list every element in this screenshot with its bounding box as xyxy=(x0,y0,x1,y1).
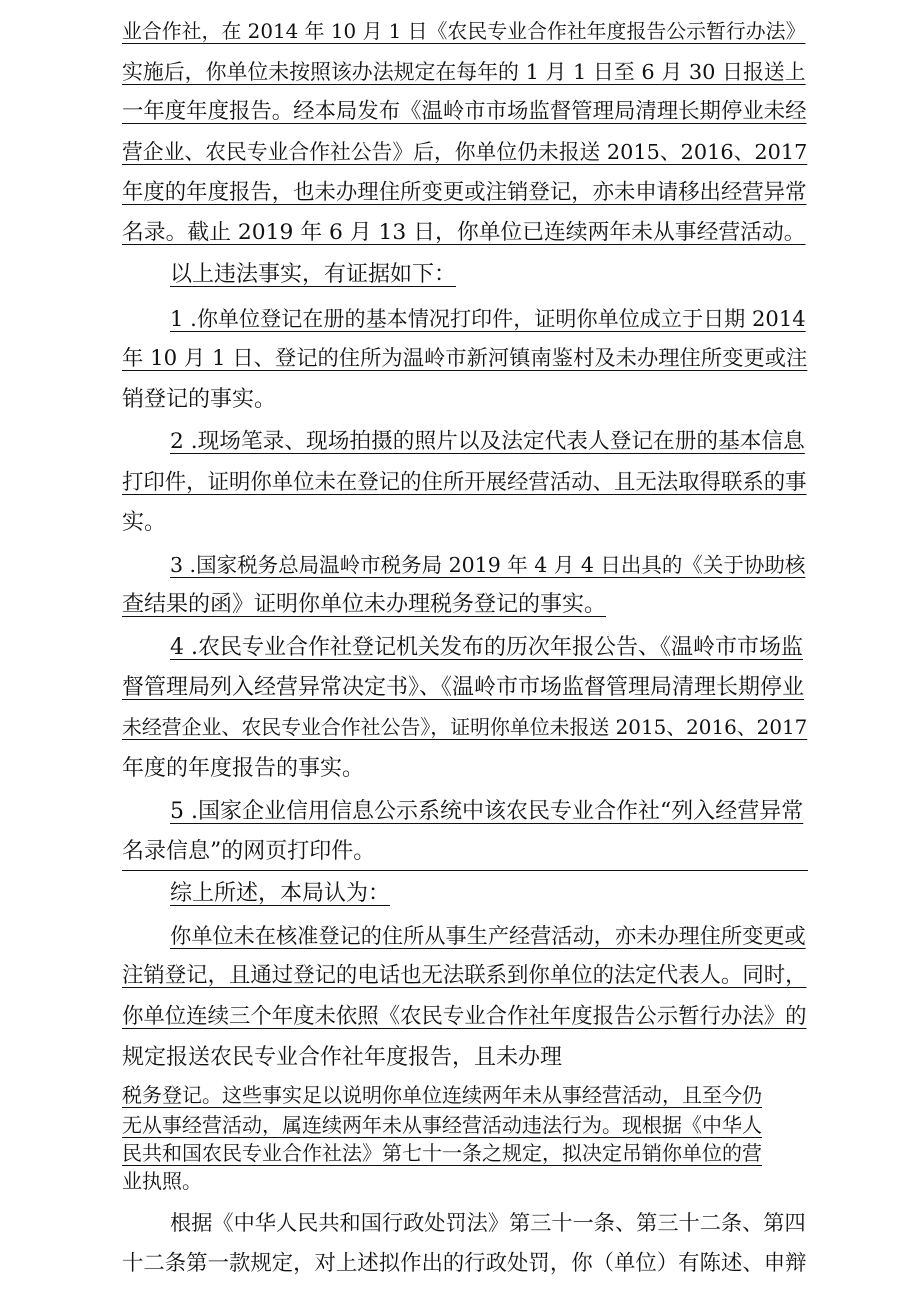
conclusion-line-5: 税务登记。这些事实足以说明你单位连续两年未从事经营活动，且至今仍 xyxy=(122,1083,762,1107)
text-line-1: 业合作社，在 2014 年 10 月 1 日《农民专业合作社年度报告公示暂行办法》 xyxy=(122,20,806,43)
evidence-4-line-2: 督管理局列入经营异常决定书》、《温岭市市场监督管理局清理长期停业 xyxy=(122,675,805,700)
evidence-3-line-2: 查结果的函》证明你单位未办理税务登记的事实。 xyxy=(122,592,607,617)
evidence-4-line-4: 年度的年度报告的事实。 xyxy=(122,756,365,781)
evidence-1-line-2: 年 10 月 1 日、登记的住所为温岭市新河镇南鉴村及未办理住所变更或注 xyxy=(122,346,808,371)
evidence-2-line-2: 打印件，证明你单位未在登记的住所开展经营活动、且无法取得联系的事 xyxy=(122,470,807,495)
text-line-3: 一年度年度报告。经本局发布《温岭市市场监督管理局清理长期停业未经 xyxy=(122,99,807,124)
evidence-5-line-2: 名录信息”的网页打印件。 xyxy=(122,839,376,864)
evidence-2-line-3: 实。 xyxy=(122,510,167,535)
conclusion-heading: 综上所述，本局认为： xyxy=(170,881,391,906)
legal-basis-line-2: 十二条第一款规定，对上述拟作出的行政处罚，你（单位）有陈述、申辩 xyxy=(122,1251,807,1276)
evidence-1-line-1: 1 .你单位登记在册的基本情况打印件，证明你单位成立于日期 2014 xyxy=(170,306,806,331)
evidence-1-line-3: 销登记的事实。 xyxy=(122,387,277,412)
divider-line xyxy=(122,870,808,871)
conclusion-line-1: 你单位未在核准登记的住所从事生产经营活动，亦未办理住所变更或 xyxy=(170,923,806,948)
evidence-5-line-1: 5 .国家企业信用信息公示系统中该农民专业合作社“列入经营异常 xyxy=(170,799,804,824)
conclusion-line-4: 规定报送农民专业合作社年度报告，且未办理 xyxy=(122,1045,563,1070)
text-line-5: 年度的年度报告，也未办理住所变更或注销登记，亦未申请移出经营异常 xyxy=(122,180,807,205)
legal-basis-line-1: 根据《中华人民共和国行政处罚法》第三十一条、第三十二条、第四 xyxy=(170,1210,806,1235)
conclusion-line-7: 民共和国农民专业合作社法》第七十一条之规定，拟决定吊销你单位的营 xyxy=(122,1141,762,1165)
evidence-3-line-1: 3 .国家税务总局温岭市税务局 2019 年 4 月 4 日出具的《关于协助核 xyxy=(170,553,806,577)
text-line-2: 实施后，你单位未按照该办法规定在每年的 1 月 1 日至 6 月 30 日报送上 xyxy=(122,60,806,84)
conclusion-line-8: 业执照。 xyxy=(122,1169,202,1193)
text-line-4: 营企业、农民专业合作社公告》后，你单位仍未报送 2015、2016、2017 xyxy=(122,140,808,164)
conclusion-line-2: 注销登记，且通过登记的电话也无法联系到你单位的法定代表人。同时， xyxy=(122,963,807,988)
conclusion-line-3: 你单位连续三个年度未依照《农民专业合作社年度报告公示暂行办法》的 xyxy=(122,1004,807,1029)
evidence-4-line-1: 4 .农民专业合作社登记机关发布的历次年报公告、《温岭市市场监 xyxy=(170,635,803,660)
evidence-heading: 以上违法事实，有证据如下： xyxy=(170,262,457,287)
text-line-6: 名录。截止 2019 年 6 月 13 日，你单位已连续两年未从事经营活动。 xyxy=(122,220,806,245)
evidence-2-line-1: 2 .现场笔录、现场拍摄的照片以及法定代表人登记在册的基本信息 xyxy=(170,429,805,454)
evidence-4-line-3: 未经营企业、农民专业合作社公告》，证明你单位未报送 2015、2016、2017 xyxy=(122,716,808,739)
conclusion-line-6: 无从事经营活动，属连续两年未从事经营活动违法行为。现根据《中华人 xyxy=(122,1113,762,1137)
